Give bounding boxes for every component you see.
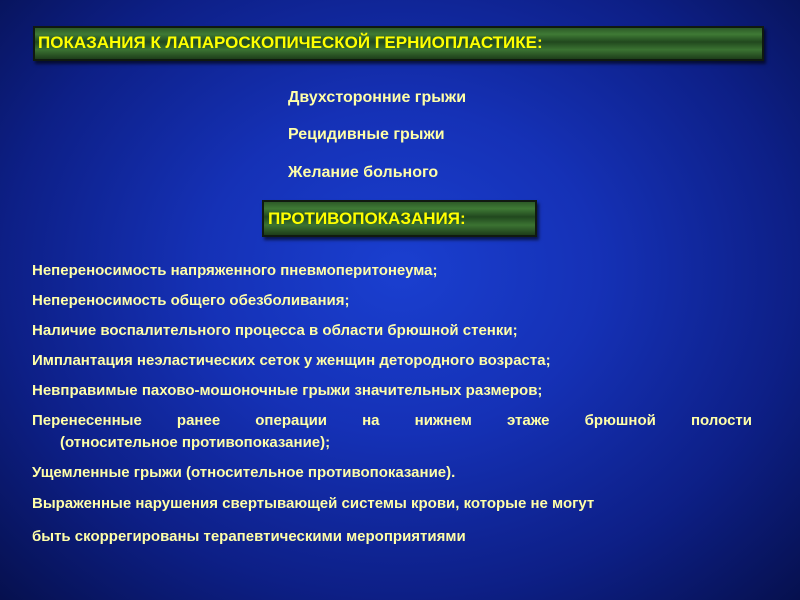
contraindication-item: Перенесенные ранее операции на нижнем этаже брюшной полости <box>32 412 752 429</box>
contraindications-title: ПРОТИВОПОКАЗАНИЯ: <box>268 209 466 228</box>
indication-item-bilateral: Двухсторонние грыжи <box>288 89 467 106</box>
contraindications-title-banner <box>262 200 537 237</box>
indications-title: ПОКАЗАНИЯ К ЛАПАРОСКОПИЧЕСКОЙ ГЕРНИОПЛАСТИКЕ: <box>38 33 543 52</box>
contraindication-item: Наличие воспалительного процесса в области брюшной стенки; <box>32 322 518 339</box>
contraindication-item: Ущемленные грыжи (относительное противопоказание). <box>32 464 456 481</box>
contraindication-item-continuation: (относительное противопоказание); <box>60 434 331 451</box>
indication-item-recurrent: Рецидивные грыжи <box>288 126 445 143</box>
contraindication-item: Невправимые пахово-мошоночные грыжи значительных размеров; <box>32 382 543 399</box>
indications-title-banner <box>33 26 764 61</box>
contraindication-item: Непереносимость общего обезболивания; <box>32 292 350 309</box>
contraindication-item: Имплантация неэластических сеток у женщин детородного возраста; <box>32 352 551 369</box>
contraindication-item-continuation: быть скоррегированы терапевтическими мероприятиями <box>32 528 466 545</box>
contraindication-item: Выраженные нарушения свертывающей системы крови, которые не могут <box>32 495 595 512</box>
indication-item-patient-wish: Желание больного <box>288 164 439 181</box>
contraindication-item: Непереносимость напряженного пневмоперитонеума; <box>32 262 438 279</box>
